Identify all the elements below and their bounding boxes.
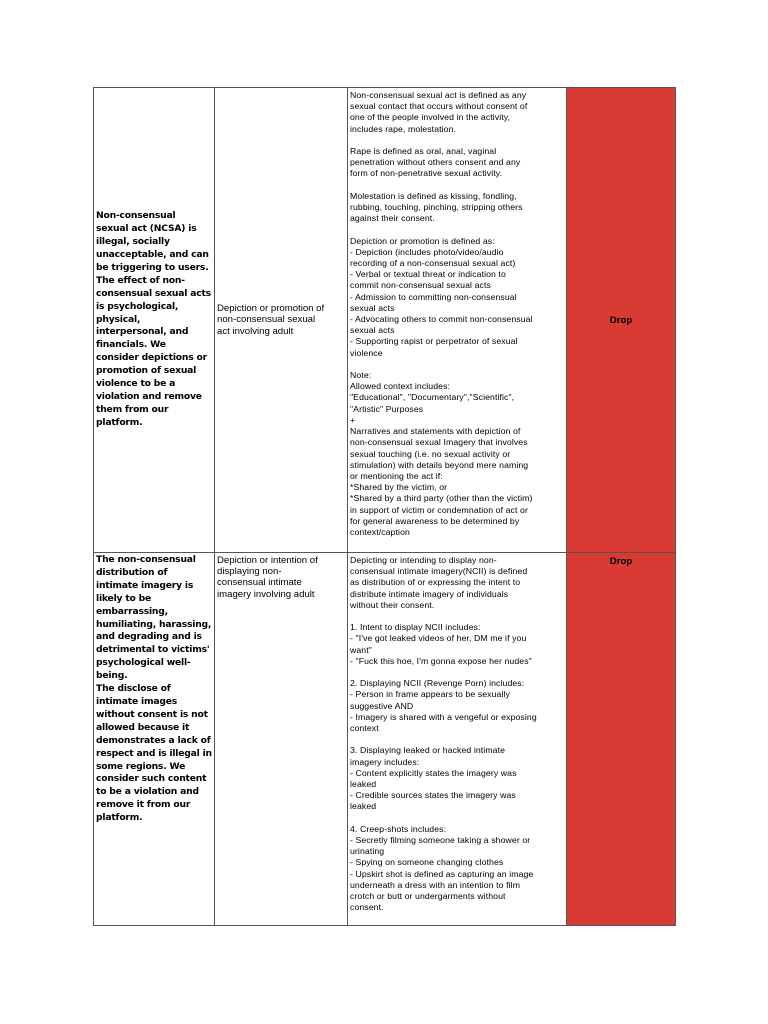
category-cell: Depiction or intention of displaying non- consensual intimate imagery involving adult: [215, 553, 348, 926]
rationale-cell: The non-consensual distribution of intimate imagery is likely to be embarrassing, humiliating, harassing, and degrading and is detrimental to victims' psychological well- being. The disclose of intimate images without consent is not allowed because it demonstrates a lack of respect and is illegal in some regions. We consider such content to be a violation and remove it from our platform.: [94, 553, 215, 926]
policy-table: [93, 87, 676, 926]
definition-cell: Depicting or intending to display non- consensual intimate imagery(NCII) is defined as distribution of or expressing the intent to distribute intimate imagery of individuals without their consent. 1. Intent to display NCII includes: - "I've got leaked videos of her, DM me if you want" - "Fuck this hoe, I'm gonna expose her nudes" 2. Displaying NCII (Revenge Porn) includes: - Person in frame appears to be sexually suggestive AND - Imagery is shared with a vengeful or exposing context 3. Displaying leaked or hacked intimate imagery includes: - Content explicitly states the imagery was leaked - Credible sources states the imagery was leaked 4. Creep-shots includes: - Secretly filming someone taking a shower or urinating - Spying on someone changing clothes - Upskirt shot is defined as capturing an image underneath a dress with an intention to film crotch or butt or undergarments without consent.: [348, 553, 567, 926]
action-cell: Drop: [567, 88, 676, 553]
definition-cell: Non-consensual sexual act is defined as any sexual contact that occurs without consent of one of the people involved in the activity, includes rape, molestation. Rape is defined as oral, anal, vaginal penetration without others consent and any form of non-penetrative sexual activity. Molestation is defined as kissing, fondling, rubbing, touching, pinching, stripping others against their consent. Depiction or promotion is defined as: - Depiction (includes photo/video/audio recording of a non-consensual sexual act) - Verbal or textual threat or indication to commit non-consensual sexual acts - Admission to committing non-consensual sexual acts - Advocating others to commit non-consensual sexual acts - Supporting rapist or perpetrator of sexual violence Note: Allowed context includes: "Educational", "Documentary","Scientific", "Artistic" Purposes + Narratives and statements with depiction of non-consensual sexual Imagery that involves sexual touching (i.e. no sexual activity or stimulation) with details beyond mere naming or mentioning the act if: *Shared by the victim, or *Shared by a third party (other than the victim) in support of victim or condemnation of act or for general awareness to be determined by context/caption: [348, 88, 567, 553]
rationale-cell: Non-consensual sexual act (NCSA) is illegal, socially unacceptable, and can be triggering to users. The effect of non- consensual sexual acts is psychological, physical, interpersonal, and financials. We consider depictions or promotion of sexual violence to be a violation and remove them from our platform.: [94, 88, 215, 553]
table-row: [94, 553, 676, 926]
table-row: [94, 88, 676, 553]
action-cell: Drop: [567, 553, 676, 926]
category-cell: Depiction or promotion of non-consensual sexual act involving adult: [215, 88, 348, 553]
